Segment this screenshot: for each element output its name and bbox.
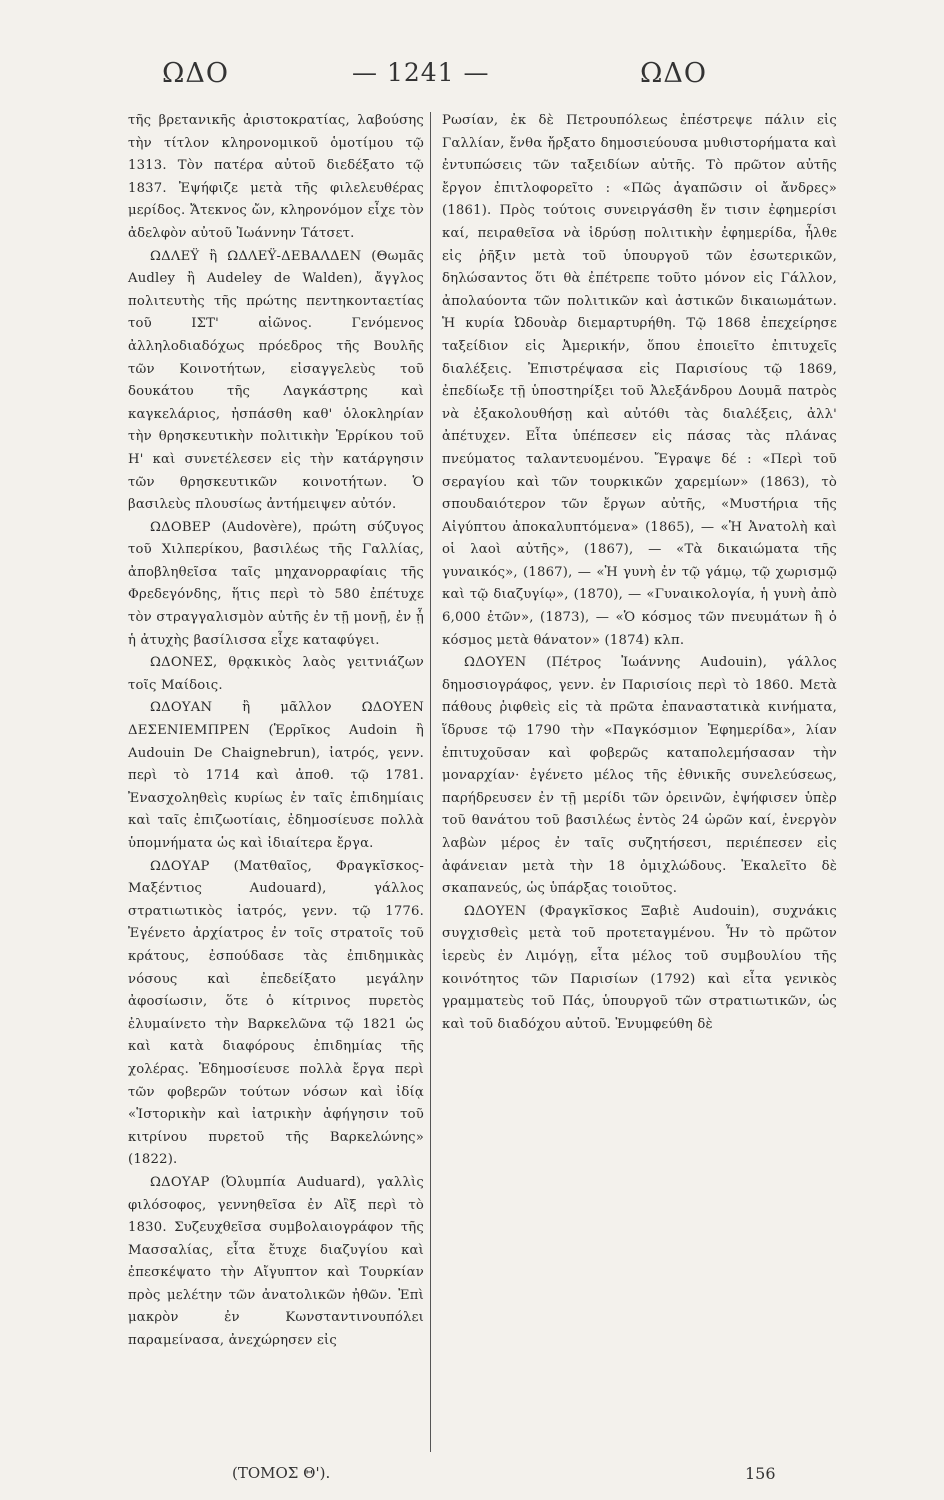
entry-odley: ΩΔΛΕΫ ἢ ΩΔΛΕΫ-ΔΕΒΑΛΔΕΝ (Θωμᾶς Audley ἢ Audeley de Walden), ἄγγλος πολιτευτὴς τῆς πρώτης πεντηκονταετίας τοῦ ΙΣΤ' αἰῶνος. Γενόμενος ἀλληλοδιαδόχως πρόεδρος τῆς Βουλῆς τῶν Κοινοτήτων, εἰσαγγελεὺς τοῦ δουκάτου τῆς Λαγκάστρης καὶ καγκελάριος, ἠσπάσθη καθ' ὁλοκληρίαν τὴν θρησκευτικὴν πολιτικὴν Ἑρρίκου τοῦ Η' καὶ συνετέλεσεν εἰς τὴν κατάργησιν τῶν θρησκευτικῶν κοινοτήτων. Ὁ βασιλεὺς πλουσίως ἀντήμειψεν αὐτόν. — [128, 248, 424, 513]
entry-odones: ΩΔΟΝΕΣ, θρᾳκικὸς λαὸς γειτνιάζων τοῖς Μαίδοις. — [128, 655, 424, 693]
left-column — [128, 110, 424, 1353]
running-head-left: ΩΔΟ — [162, 58, 230, 89]
volume-signature: (ΤΟΜΟΣ Θ'). — [232, 1464, 331, 1482]
entry-oduar-olympia: ΩΔΟΥΑΡ (Ὀλυμπία Auduard), γαλλὶς φιλόσοφος, γεννηθεῖσα ἐν Αἲξ περὶ τὸ 1830. Συζευχθεῖσα συμβολαιογράφον τῆς Μασσαλίας, εἶτα ἔτυχε διαζυγίου καὶ ἐπεσκέψατο τὴν Αἴγυπτον καὶ Τουρκίαν πρὸς μελέτην τῶν ἀνατολικῶν ἠθῶν. Ἐπὶ μακρὸν ἐν Κωνσταντινουπόλει παραμείνασα, ἀνεχώρησεν εἰς — [128, 1174, 424, 1349]
sheet-number: 156 — [745, 1464, 776, 1483]
entry-oduan: ΩΔΟΥΑΝ ἢ μᾶλλον ΩΔΟΥΕΝ ΔΕΣΕΝΙΕΜΠΡΕΝ (Ἑρρῖκος Audoin ἢ Audouin De Chaignebrun), ἰατρός, γενν. περὶ τὸ 1714 καὶ ἀποθ. τῷ 1781. Ἐνασχοληθεὶς κυρίως ἐν ταῖς ἐπιδημίαις καὶ ταῖς ἐπιζωοτίαις, ἐδημοσίευσε πολλὰ ὑπομνήματα ὡς καὶ ἰδιαίτερα ἔργα. — [128, 700, 424, 851]
running-head-right: ΩΔΟ — [640, 58, 708, 89]
entry-continuation-right: Ρωσίαν, ἐκ δὲ Πετρουπόλεως ἐπέστρεψε πάλιν εἰς Γαλλίαν, ἔνθα ἤρξατο δημοσιεύουσα μυθιστορήματα καὶ ἐντυπώσεις τῶν ταξειδίων αὐτῆς. Τὸ πρῶτον αὐτῆς ἔργον ἐπιτλοφορεῖτο : «Πῶς ἀγαπῶσιν οἱ ἄνδρες» (1861). Πρὸς τούτοις συνειργάσθη ἔν τισιν ἐφημερίσι καί, πειραθεῖσα νὰ ἱδρύσῃ πολιτικὴν ἐφημερίδα, ἦλθε εἰς ῥῆξιν μετὰ τοῦ ὑπουργοῦ τῶν ἐσωτερικῶν, δηλώσαντος ὅτι θὰ ἐπέτρεπε τοῦτο μόνον εἰς Γάλλον, ἀπολαύοντα τῶν πολιτικῶν καὶ ἀστικῶν δικαιωμάτων. Ἡ κυρία Ὠδουὰρ διεμαρτυρήθη. Τῷ 1868 ἐπεχείρησε ταξείδιον εἰς Ἀμερικήν, ὅπου ἐποιεῖτο ἐπιτυχεῖς διαλέξεις. Ἐπιστρέψασα εἰς Παρισίους τῷ 1869, ἐπεδίωξε τῇ ὑποστηρίξει τοῦ Ἀλεξάνδρου Δουμᾶ πατρὸς νὰ ἐξακολουθήσῃ καὶ αὐτόθι τὰς διαλέξεις, ἀλλ' ἀπέτυχεν. Εἶτα ὑπέπεσεν εἰς πάσας τὰς πλάνας πνεύματος ταλαντευομένου. Ἔγραψε δέ : «Περὶ τοῦ σεραγίου καὶ τῶν τουρκικῶν χαρεμίων» (1863), τὸ σπουδαιότερον τῶν ἔργων αὐτῆς, «Μυστήρια τῆς Αἰγύπτου ἀποκαλυπτόμενα» (1865), — «Ἡ Ἀνατολὴ καὶ οἱ λαοὶ αὐτῆς», (1867), — «Τὰ δικαιώματα τῆς γυναικός», (1867), — «Ἡ γυνὴ ἐν τῷ γάμῳ, τῷ χωρισμῷ καὶ τῷ διαζυγίῳ», (1870), — «Γυναικολογία, ἡ γυνὴ ἀπὸ 6,000 ἐτῶν», (1873), — «Ὁ κόσμος τῶν πνευμάτων ἢ ὁ κόσμος μετὰ θάνατον» (1874) κλπ. — [442, 113, 837, 648]
entry-oduen-fragkiskos: ΩΔΟΥΕΝ (Φραγκῖσκος Ξαβιὲ Audouin), συχνάκις συγχισθεὶς μετὰ τοῦ προτεταγμένου. Ἦν τὸ πρῶτον ἱερεὺς ἐν Λιμόγῃ, εἶτα μέλος τοῦ συμβουλίου τῆς κοινότητος τῶν Παρισίων (1792) καὶ εἶτα γενικὸς γραμματεὺς τοῦ Πάς, ὑπουργοῦ τῶν στρατιωτικῶν, ὡς καὶ τοῦ διαδόχου αὐτοῦ. Ἐνυμφεύθη δὲ — [442, 903, 837, 1032]
entry-odover: ΩΔΟΒΕΡ (Audovère), πρώτη σύζυγος τοῦ Χιλπερίκου, βασιλέως τῆς Γαλλίας, ἀποβληθεῖσα ταῖς μηχανορραφίαις τῆς Φρεδεγόνδης, ἥτις περὶ τὸ 580 ἐπέτυχε τὸν στραγγαλισμὸν αὐτῆς ἐν τῇ μονῇ, ἐν ᾗ ἡ ἀτυχὴς βασίλισσα εἶχε καταφύγει. — [128, 519, 424, 648]
page-number: — 1241 — — [352, 58, 490, 87]
right-column — [442, 110, 837, 1036]
column-divider — [430, 112, 431, 1452]
entry-continuation: τῆς βρετανικῆς ἀριστοκρατίας, λαβούσης τὴν τίτλον κληρονομικοῦ ὁμοτίμου τῷ 1313. Τὸν πατέρα αὐτοῦ διεδέξατο τῷ 1837. Ἐψήφιζε μετὰ τῆς φιλελευθέρας μερίδος. Ἄτεκνος ὤν, κληρονόμον εἶχε τὸν ἀδελφὸν αὐτοῦ Ἰωάννην Τάτσετ. — [128, 113, 424, 241]
entry-oduen-petros: ΩΔΟΥΕΝ (Πέτρος Ἰωάννης Audouin), γάλλος δημοσιογράφος, γενν. ἐν Παρισίοις περὶ τὸ 1860. Μετὰ πάθους ῥιφθεὶς εἰς τὰ πρῶτα ἐπαναστατικὰ κινήματα, ἵδρυσε τῷ 1790 τὴν «Παγκόσμιον Ἐφημερίδα», λίαν ἐπιτυχοῦσαν καὶ φοβερῶς καταπολεμήσασαν τὴν μοναρχίαν· ἐγένετο μέλος τῆς ἐθνικῆς συνελεύσεως, παρήδρευσεν ἐν τῇ μερίδι τῶν ὀρεινῶν, ἐψήφισεν ὑπὲρ τοῦ θανάτου τοῦ βασιλέως ἐντὸς 24 ὡρῶν καί, ἐνεργὸν λαβὼν μέρος ἐν ταῖς συζητήσεσι, περιέπεσεν εἰς ἀφάνειαν μετὰ τὴν 18 ὀμιχλώδους. Ἐκαλεῖτο δὲ σκαπανεύς, ὡς ὑπάρξας τοιοῦτος. — [442, 655, 837, 897]
entry-oduar-matthaios: ΩΔΟΥΑΡ (Ματθαῖος, Φραγκῖσκος-Μαξέντιος Audouard), γάλλος στρατιωτικὸς ἰατρός, γενν. τῷ 1776. Ἐγένετο ἀρχίατρος ἐν τοῖς στρατοῖς τοῦ κράτους, ἐσπούδασε τὰς ἐπιδημικὰς νόσους καὶ ἐπεδείξατο μεγάλην ἀφοσίωσιν, ὅτε ὁ κίτρινος πυρετὸς ἐλυμαίνετο τὴν Βαρκελῶνα τῷ 1821 ὡς καὶ κατὰ διαφόρους ἐπιδημίας τῆς χολέρας. Ἐδημοσίευσε πολλὰ ἔργα περὶ τῶν φοβερῶν τούτων νόσων καὶ ἰδίᾳ «Ἱστορικὴν καὶ ἰατρικὴν ἀφήγησιν τοῦ κιτρίνου πυρετοῦ τῆς Βαρκελώνης» (1822). — [128, 858, 424, 1168]
